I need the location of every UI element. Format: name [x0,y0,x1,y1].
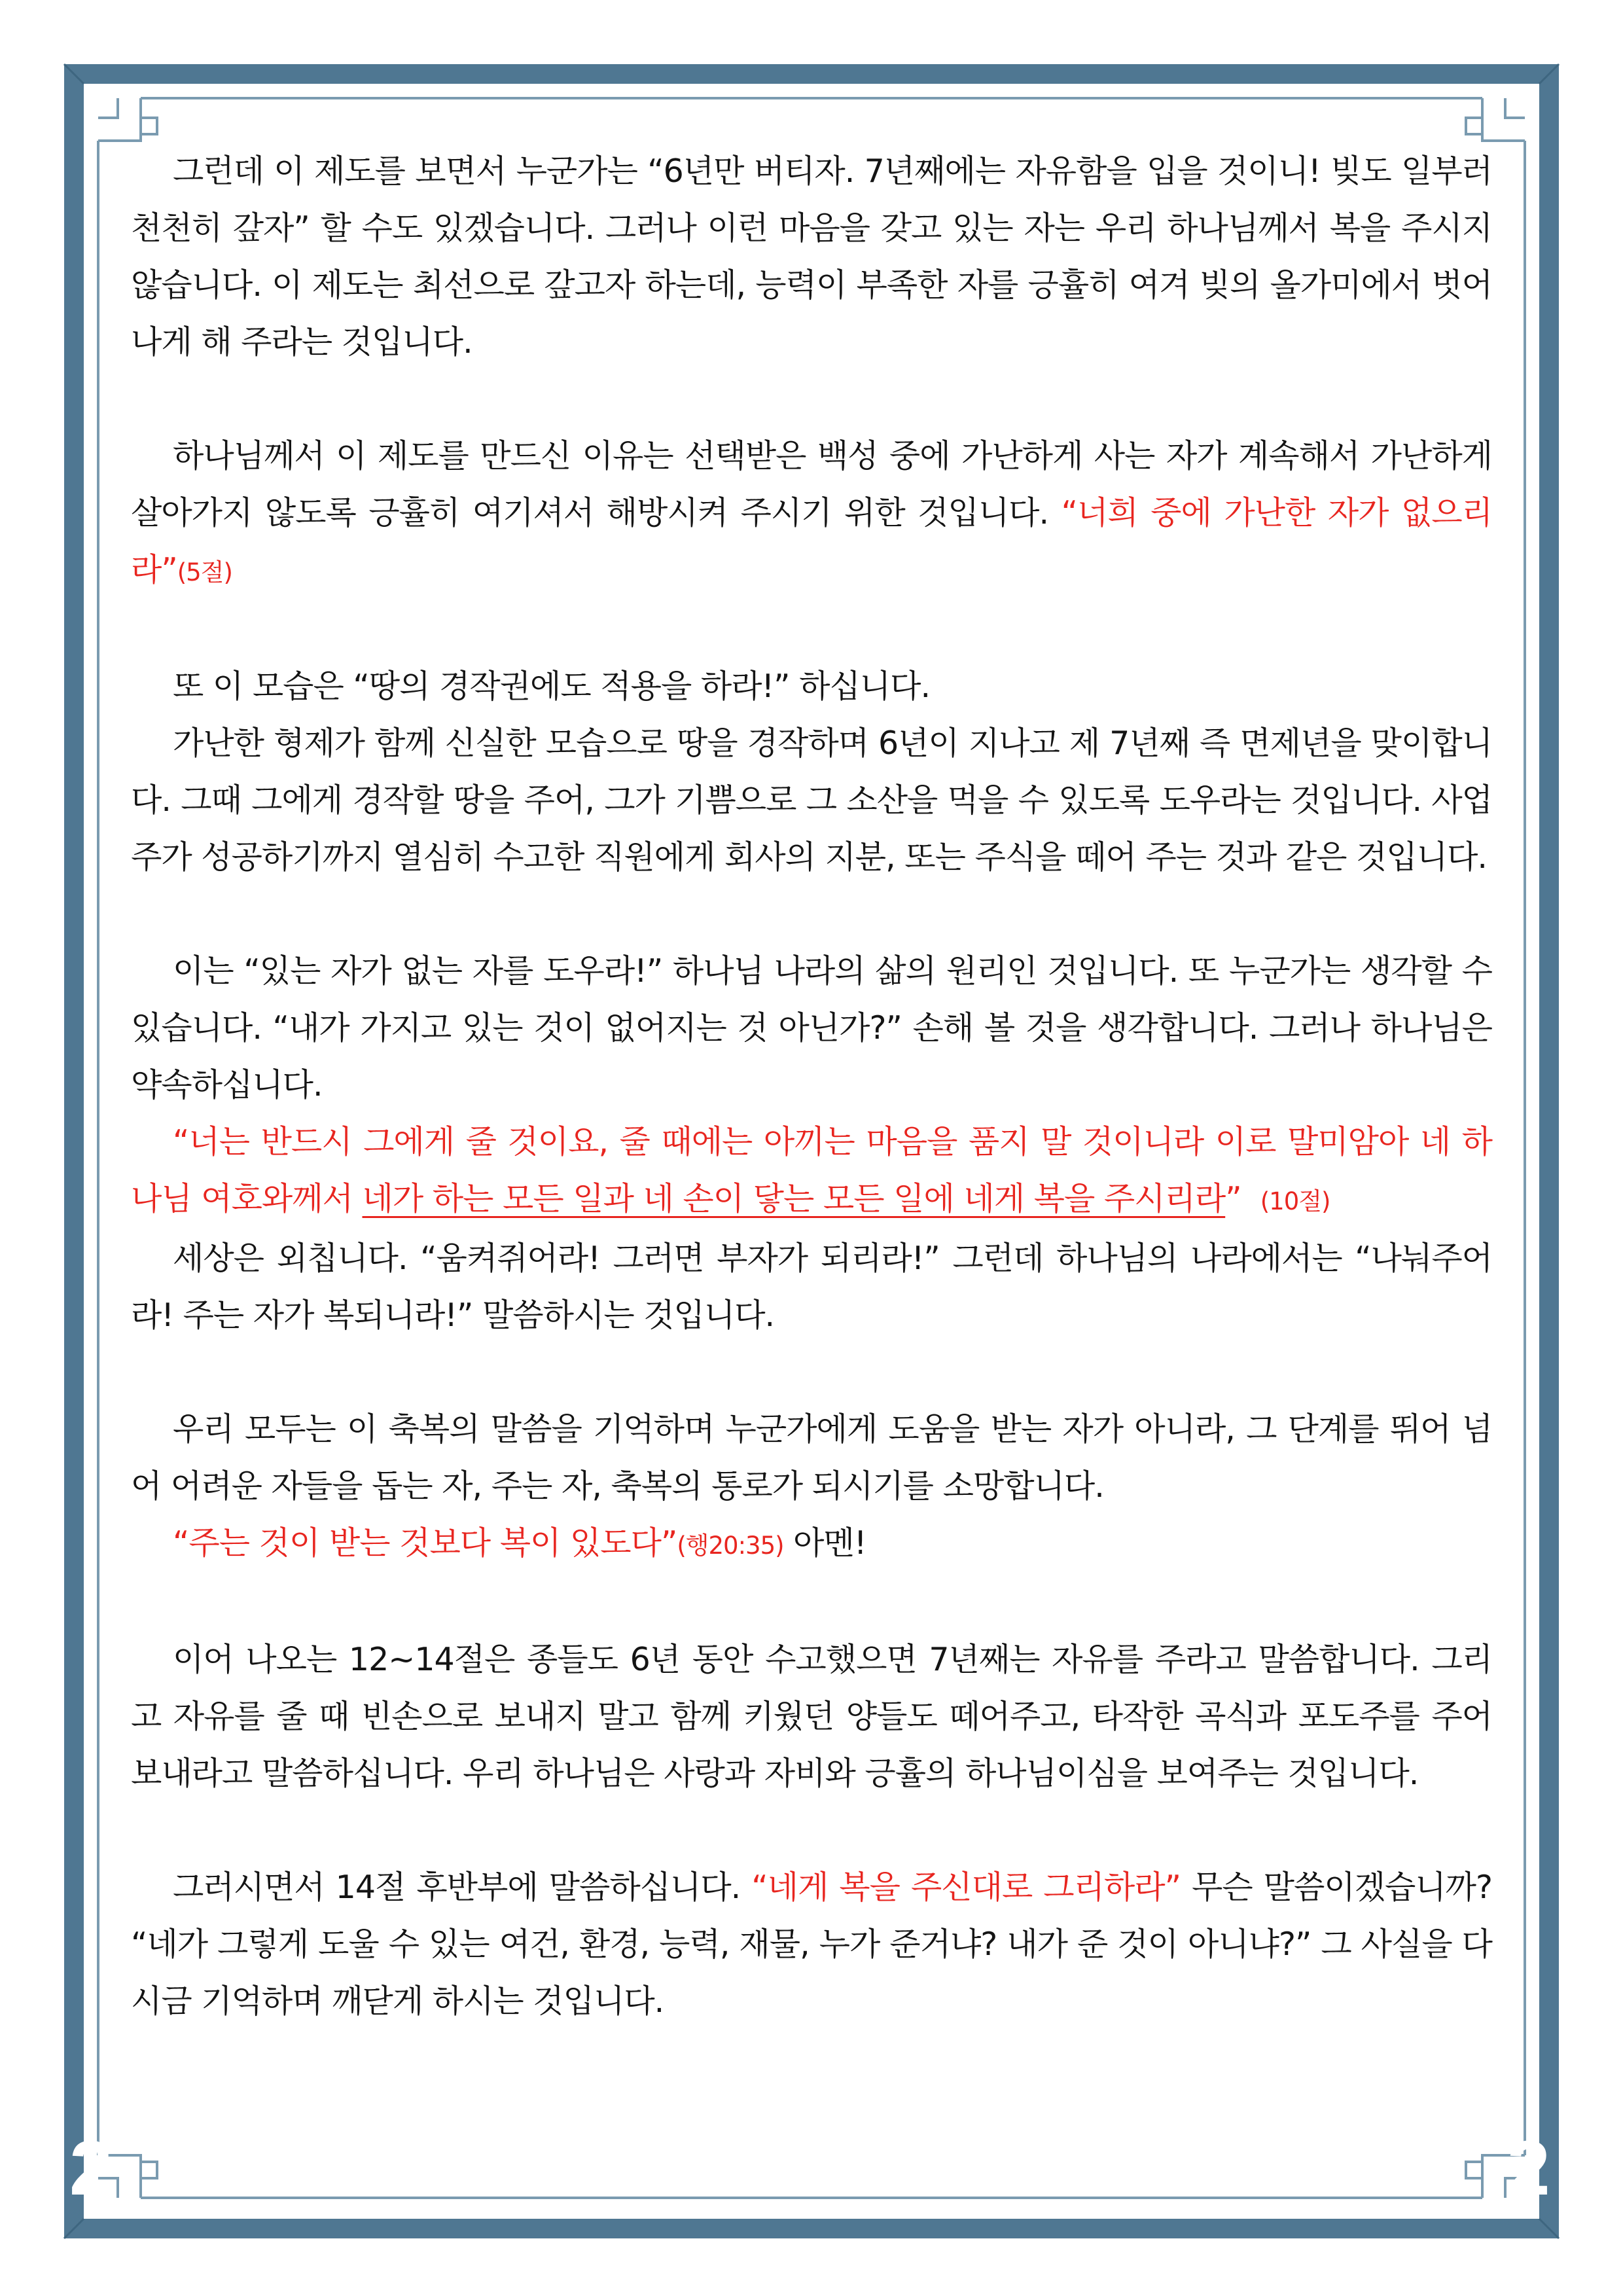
paragraph-10-text-a: 그러시면서 14절 후반부에 말씀하십니다. [173,1869,752,1906]
paragraph-gap [131,886,1492,942]
paragraph-gap [131,1574,1492,1631]
paragraph-4: 이는 “있는 자가 없는 자를 도우라!” 하나님 나라의 삶의 원리인 것입니다. 또 누군가는 생각할 수 있습니다. “내가 가지고 있는 것이 없어지는 것 아닌가?” 손해 볼 것을 생각합니다. 그러나 하나님은 약속하십니다. [131,952,1492,1103]
page-number-right: 2 [1507,2125,1550,2212]
verse-ref-acts: (행20:35) [677,1532,784,1560]
paragraph-3b: 가난한 형제가 함께 신실한 모습으로 땅을 경작하며 6년이 지나고 제 7년째 즉 면제년을 맞이합니다. 그때 그에게 경작할 땅을 주어, 그가 기쁨으로 그 소산을 먹을 수 있도록 도우라는 것입니다. 사업주가 성공하기까지 열심히 수고한 직원에게 회사의 지분, 또는 주식을 떼어 주는 것과 같은 것입니다. [131,725,1492,876]
verse-ref-10: (10절) [1260,1187,1330,1215]
scripture-quote-verse-14: “네게 복을 주신대로 그리하라” [751,1869,1181,1906]
paragraph-gap [131,1344,1492,1401]
paragraph-2 [131,427,1492,601]
scripture-quote-verse-5: “너희 중에 가난한 자가 없으리라” [131,494,1493,588]
quote-10-part-a: “너는 반드시 그에게 줄 것이요, 줄 때에는 아끼는 마음을 품지 말 것이니라 이로 말미암아 네 하나님 여호와께서 [131,1123,1492,1217]
paragraph-6: 세상은 외칩니다. “움켜쥐어라! 그러면 부자가 되리라!” 그런데 하나님의 나라에서는 “나눠주어라! 주는 자가 복되니라!” 말씀하시는 것입니다. [131,1240,1492,1334]
scripture-quote-acts: “주는 것이 받는 것보다 복이 있도다” [173,1524,677,1562]
quote-10-close: ” [1225,1180,1241,1217]
paragraph-9: 이어 나오는 12~14절은 종들도 6년 동안 수고했으면 7년째는 자유를 주라고 말씀합니다. 그리고 자유를 줄 때 빈손으로 보내지 말고 함께 키웠던 양들도 떼어주고, 타작한 곡식과 포도주를 주어 보내라고 말씀하십니다. 우리 하나님은 사랑과 자비와 긍휼의 하나님이심을 보여주는 것입니다. [131,1641,1492,1792]
quote-10-underlined: 네가 하는 모든 일과 네 손이 닿는 모든 일에 네게 복을 주시리라 [362,1180,1226,1217]
paragraph-10 [131,1859,1492,2030]
sermon-body [131,143,1492,2030]
amen-text: 아멘! [783,1524,866,1562]
verse-ref-5: (5절) [177,558,232,586]
page-number-left: 2 [69,2125,113,2212]
paragraph-2-text: 하나님께서 이 제도를 만드신 이유는 선택받은 백성 중에 가난하게 사는 자가 계속해서 가난하게 살아가지 않도록 긍휼히 여기셔서 해방시켜 주시기 위한 것입니다. [131,437,1492,531]
paragraph-gap [131,1802,1492,1859]
paragraph-7: 우리 모두는 이 축복의 말씀을 기억하며 누군가에게 도움을 받는 자가 아니라, 그 단계를 뛰어 넘어 어려운 자들을 돕는 자, 주는 자, 축복의 통로가 되시기를 소망합니다. [131,1410,1492,1505]
scripture-quote-verse-10 [131,1113,1492,1230]
paragraph-1: 그런데 이 제도를 보면서 누군가는 “6년만 버티자. 7년째에는 자유함을 입을 것이니! 빚도 일부러 천천히 갚자” 할 수도 있겠습니다. 그러나 이런 마음을 갖고 있는 자는 우리 하나님께서 복을 주시지 않습니다. 이 제도는 최선으로 갚고자 하는데, 능력이 부족한 자를 긍휼히 여겨 빚의 올가미에서 벗어나게 해 주라는 것입니다. [131,152,1492,361]
paragraph-8 [131,1515,1492,1574]
paragraph-gap [131,601,1492,658]
paragraph-3a: 또 이 모습은 “땅의 경작권에도 적용을 하라!” 하십니다. [173,668,931,705]
paragraph-gap [131,370,1492,427]
paragraph-10-text-b: 무슨 말씀이겠습니까? “네가 그렇게 도울 수 있는 여건, 환경, 능력, 재물, 누가 준거냐? 내가 준 것이 아니냐?” 그 사실을 다시금 기억하며 깨닫게 하시는 것입니다. [131,1869,1492,2020]
